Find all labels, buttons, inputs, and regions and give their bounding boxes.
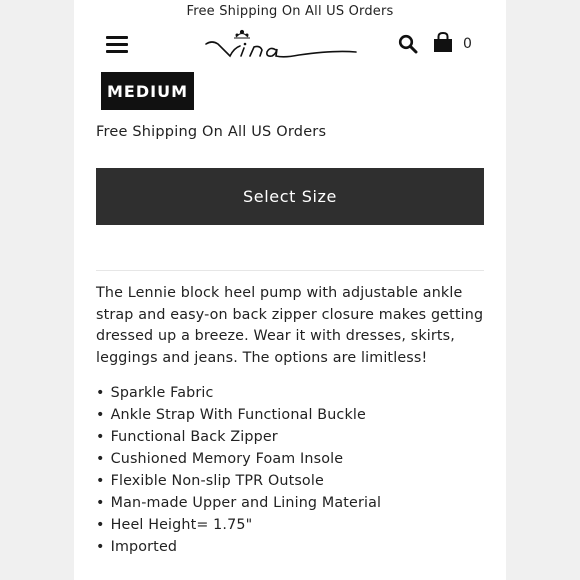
list-item: • Sparkle Fabric (96, 382, 486, 404)
list-item: • Imported (96, 536, 486, 558)
feature-list (96, 382, 486, 558)
site-header (74, 26, 506, 64)
divider (96, 270, 484, 271)
list-item: • Heel Height= 1.75" (96, 514, 486, 536)
hamburger-menu-icon[interactable] (106, 36, 128, 54)
selected-size-badge[interactable]: MEDIUM (101, 72, 194, 110)
list-item: • Flexible Non-slip TPR Outsole (96, 470, 486, 492)
product-page (74, 0, 506, 580)
product-description: The Lennie block heel pump with adjustable ankle strap and easy-on back zipper closure makes getting dressed up a breeze. Wear it with dresses, skirts, leggings and jeans. The options are limitless! (96, 285, 484, 366)
list-item: • Man-made Upper and Lining Material (96, 492, 486, 514)
list-item: • Ankle Strap With Functional Buckle (96, 404, 486, 426)
shopping-bag-icon[interactable] (432, 32, 454, 54)
select-size-button[interactable]: Select Size (96, 168, 484, 225)
list-item: • Functional Back Zipper (96, 426, 486, 448)
list-item: • Cushioned Memory Foam Insole (96, 448, 486, 470)
search-icon[interactable] (398, 34, 418, 54)
brand-logo[interactable] (204, 28, 359, 62)
promo-banner: Free Shipping On All US Orders (186, 4, 394, 19)
cart-count[interactable]: 0 (463, 36, 472, 52)
shipping-note: Free Shipping On All US Orders (96, 124, 327, 140)
